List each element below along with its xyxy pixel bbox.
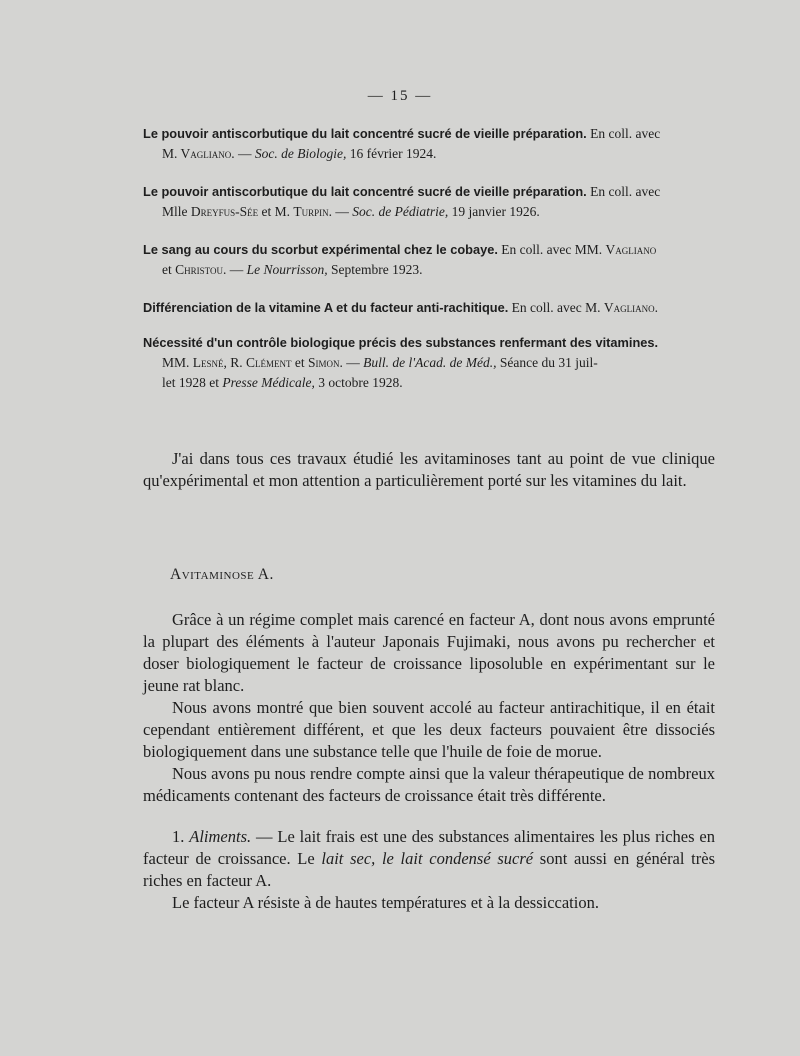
publication-date: Septembre 1923.: [327, 262, 423, 277]
emphasized-text: lait sec, le lait condensé sucré: [321, 849, 534, 868]
publication-text: —: [234, 146, 255, 161]
publication-text: —: [226, 262, 247, 277]
paragraph: Nous avons montré que bien souvent accolé au facteur antirachitique, il en était cependant entièrement différent, et que les deux facteurs pouvaient être dissociés biologiquement dans une substance telle que l'huile de foie de morue.: [143, 698, 715, 761]
author-names: Dreyfus-Sée: [190, 204, 259, 219]
publication-date: 19 janvier 1926.: [448, 204, 540, 219]
paragraph: Grâce à un régime complet mais carencé en facteur A, dont nous avons emprunté la plupart des éléments à l'auteur Japonais Fujimaki, nous avons pu rechercher et doser biologiquement le facteur de croissance liposoluble en expérimentant sur le jeune rat blanc.: [143, 610, 715, 695]
author-names: Turpin.: [293, 204, 333, 219]
publication-text: et: [162, 262, 176, 277]
journal-name: Bull. de l'Acad. de Méd.,: [363, 355, 497, 370]
publication-text: et M.: [258, 204, 294, 219]
publication-item: [143, 333, 718, 393]
publication-item: [143, 298, 718, 318]
publication-title: Le sang au cours du scorbut expérimental chez le cobaye.: [143, 242, 498, 257]
publication-text: Mlle: [162, 204, 191, 219]
paragraph-text: sont aussi en général très riches en facteur A.: [143, 849, 715, 890]
journal-name: Soc. de Biologie,: [254, 146, 347, 161]
publication-date: Séance du 31 juil-: [496, 355, 598, 370]
publication-text: —: [342, 355, 364, 370]
author-names: Clément: [246, 355, 292, 370]
paragraph: Nous avons pu nous rendre compte ainsi que la valeur thérapeutique de nombreux médicaments contenant des facteurs de croissance était très différente.: [143, 764, 715, 805]
publication-text: En coll. avec: [586, 126, 661, 141]
intro-paragraph: [143, 448, 715, 492]
section-heading: [170, 566, 274, 584]
publication-list: [143, 124, 718, 411]
publication-text: MM.: [162, 355, 193, 370]
publication-text: et: [291, 355, 309, 370]
publication-text: , R.: [223, 355, 247, 370]
journal-name: Le Nourrisson,: [246, 262, 328, 277]
author-names: M. Vagliano.: [162, 146, 235, 161]
paragraph-text: — Le lait frais est une des substances alimentaires les plus riches en facteur de croissance. Le: [143, 827, 716, 868]
publication-text: En coll. avec: [586, 184, 661, 199]
publication-title: Nécessité d'un contrôle biologique précis des substances renfermant des vitamines.: [143, 335, 659, 350]
publication-item: [143, 240, 718, 280]
intro-text: J'ai dans tous ces travaux étudié les avitaminoses tant au point de vue clinique qu'expérimental et mon attention a particulièrement porté sur les vitamines du lait.: [143, 449, 715, 490]
publication-title: Le pouvoir antiscorbutique du lait concentré sucré de vieille préparation.: [143, 126, 587, 141]
publication-item: [143, 182, 718, 222]
subsection-label: Aliments.: [189, 827, 252, 846]
publication-text: En coll. avec MM.: [497, 242, 606, 257]
journal-name: Soc. de Pédiatrie,: [352, 204, 449, 219]
author-names: Christou.: [175, 262, 227, 277]
page-number: — 15 —: [367, 88, 433, 104]
list-number: 1.: [172, 827, 190, 846]
aliments-paragraph: [143, 826, 715, 892]
heading-text: Avitaminose A.: [170, 566, 274, 583]
author-names: Simon.: [308, 355, 343, 370]
publication-item: [143, 124, 718, 164]
journal-name: Presse Médicale,: [222, 375, 315, 390]
author-names: Lesné: [192, 355, 224, 370]
author-names: Vagliano.: [603, 300, 658, 315]
publication-text: En coll. avec M.: [508, 300, 604, 315]
publication-date: 16 février 1924.: [346, 146, 437, 161]
publication-title: Le pouvoir antiscorbutique du lait concentré sucré de vieille préparation.: [143, 184, 587, 199]
author-names: Vagliano: [605, 242, 657, 257]
paragraph: Le facteur A résiste à de hautes températures et à la dessiccation.: [172, 893, 599, 912]
publication-title: Différenciation de la vitamine A et du facteur anti-rachitique.: [143, 300, 509, 315]
publication-text: —: [332, 204, 353, 219]
publication-date: 3 octobre 1928.: [314, 375, 403, 390]
section-body: [143, 609, 715, 914]
publication-text: let 1928 et: [162, 375, 223, 390]
